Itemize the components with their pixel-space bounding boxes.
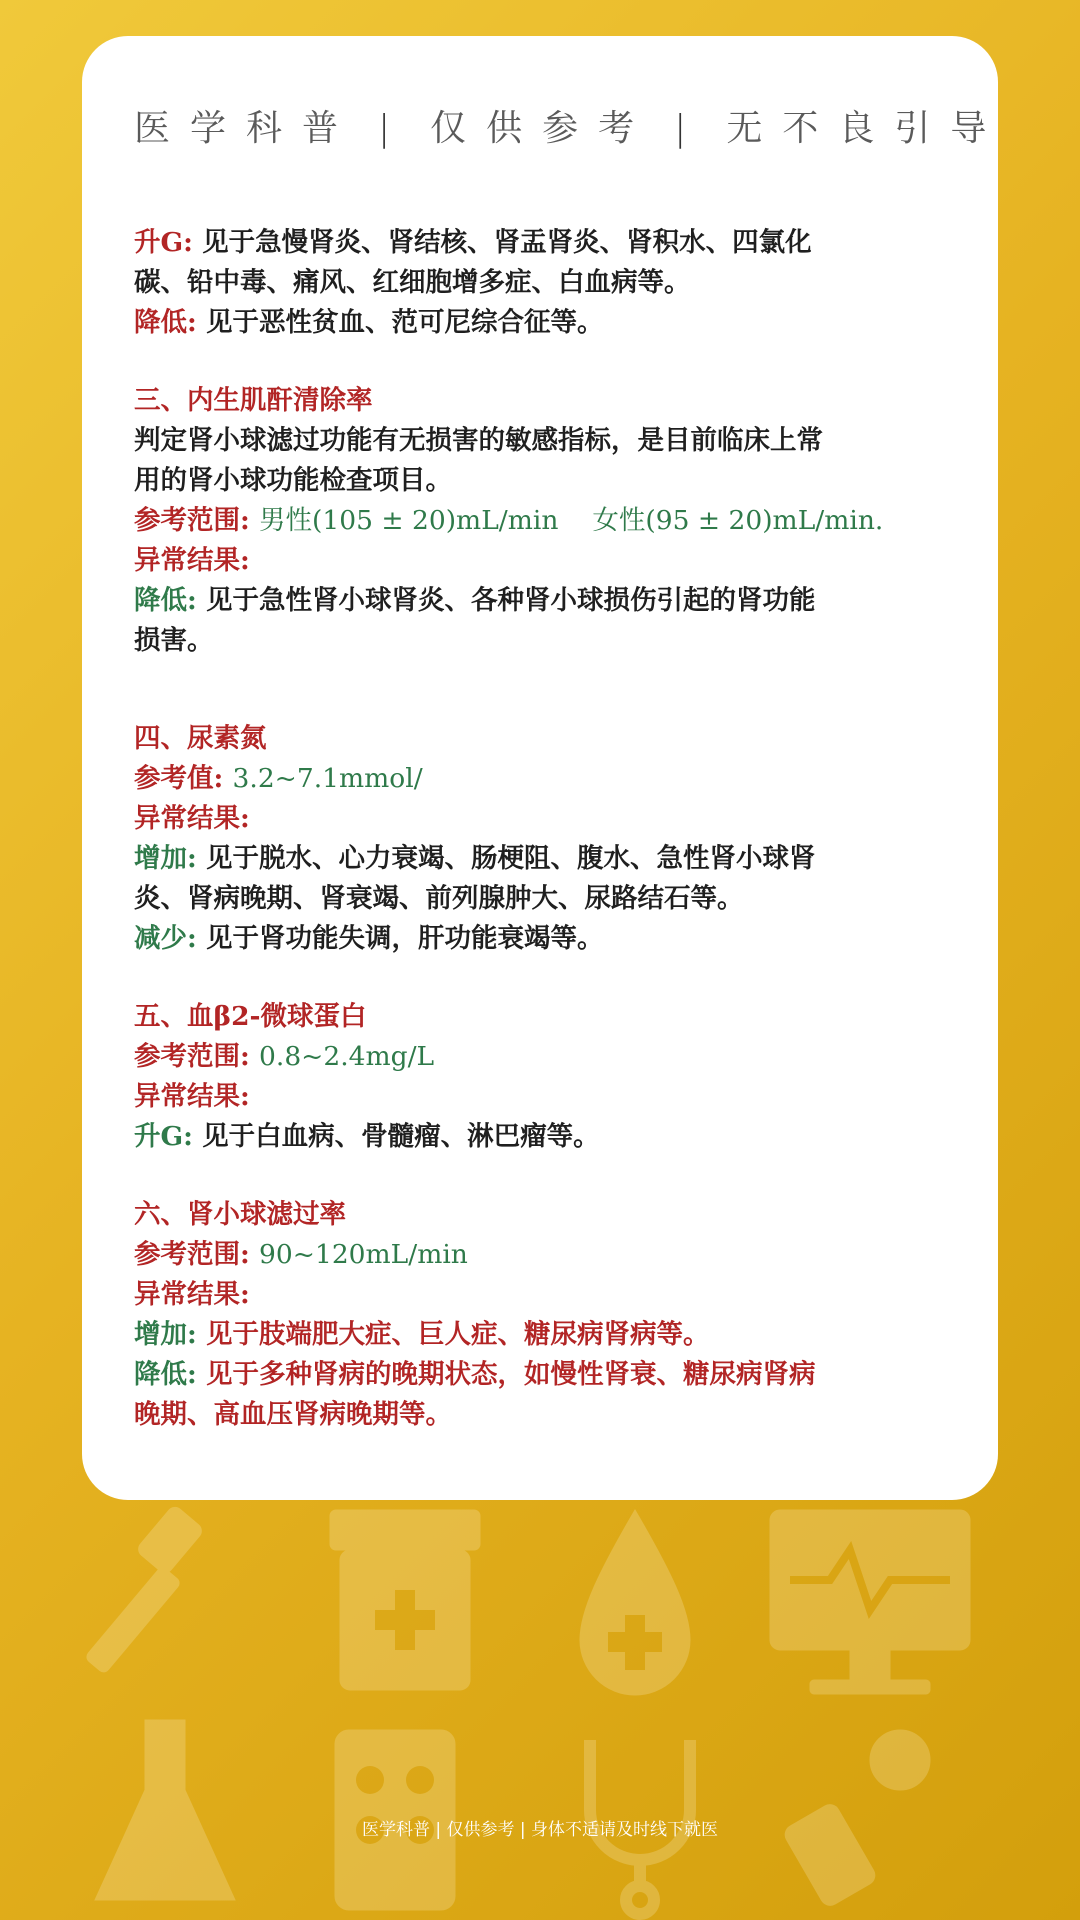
section6-increase (134, 1315, 946, 1355)
increase-text: 见于肢端肥大症、巨人症、糖尿病肾病等。 (206, 1319, 710, 1350)
flask-icon (95, 1720, 235, 1900)
medical-icons-background (0, 1480, 1080, 1920)
abnormal-label: 异常结果: (134, 545, 250, 576)
rise-text: 见于白血病、骨髓瘤、淋巴瘤等。 (202, 1121, 600, 1152)
ref-label: 参考值: (134, 763, 224, 794)
rise-line-cont: 碳、铅中毒、痛风、红细胞增多症、白血病等。 (134, 267, 691, 298)
decrease-label: 降低: (134, 1359, 197, 1390)
drop-label: 降低: (134, 585, 197, 616)
section-title-beta2-microglobulin: 五、血β2-微球蛋白 (134, 1001, 367, 1032)
abnormal-label: 异常结果: (134, 1279, 250, 1310)
header-separator: | (674, 108, 707, 149)
section5-rise (134, 1117, 946, 1157)
section4-decrease (134, 919, 946, 959)
rise-label: 升G: (134, 227, 193, 258)
section6-decrease (134, 1355, 946, 1395)
decrease-label: 减少: (134, 923, 197, 954)
section4-increase-cont: 炎、肾病晚期、肾衰竭、前列腺肿大、尿路结石等。 (134, 883, 744, 914)
header-part-2: 仅供参考 (430, 108, 655, 149)
ref-male-value: 男性(105 ± 20)mL/min (259, 505, 559, 536)
abnormal-label: 异常结果: (134, 803, 250, 834)
rise-text: 见于急慢肾炎、肾结核、肾盂肾炎、肾积水、四氯化 (202, 227, 812, 258)
monitor-icon (770, 1510, 970, 1694)
drop-line (134, 303, 946, 343)
section5-ref (134, 1037, 946, 1077)
ref-value: 90~120mL/min (259, 1239, 468, 1270)
content-card (82, 36, 1007, 1500)
rise-label: 升G: (134, 1121, 193, 1152)
footer-disclaimer: 医学科普 | 仅供参考 | 身体不适请及时线下就医 (361, 1820, 719, 1840)
section4-increase (134, 839, 946, 879)
ref-value: 0.8~2.4mg/L (259, 1041, 435, 1072)
section-title-urea-nitrogen: 四、尿素氮 (134, 723, 267, 754)
section-title-creatinine-clearance: 三、内生肌酐清除率 (134, 385, 373, 416)
section3-ref (134, 501, 946, 541)
section6-ref (134, 1235, 946, 1275)
dropper-icon (84, 1504, 204, 1674)
decrease-text: 见于肾功能失调，肝功能衰竭等。 (206, 923, 604, 954)
header-separator: | (378, 108, 411, 149)
section-title-gfr: 六、肾小球滤过率 (134, 1199, 346, 1230)
ref-label: 参考范围: (134, 1239, 250, 1270)
blood-drop-icon (580, 1510, 690, 1695)
medicine-bottle-icon (330, 1510, 480, 1690)
increase-label: 增加: (134, 1319, 197, 1350)
drop-text: 见于恶性贫血、范可尼综合征等。 (206, 307, 604, 338)
increase-label: 增加: (134, 843, 197, 874)
drop-label: 降低: (134, 307, 197, 338)
section3-desc: 判定肾小球滤过功能有无损害的敏感指标，是目前临床上常 (134, 425, 823, 456)
increase-text: 见于脱水、心力衰竭、肠梗阻、腹水、急性肾小球肾 (206, 843, 816, 874)
section3-drop-cont: 损害。 (134, 625, 214, 656)
ref-value: 3.2~7.1mmol/ (232, 763, 423, 794)
section3-desc-cont: 用的肾小球功能检查项目。 (134, 465, 452, 496)
ref-female-value: 女性(95 ± 20)mL/min. (592, 505, 884, 536)
rise-line (134, 223, 946, 263)
header-part-3: 无不良引导 (726, 108, 1007, 149)
section6-decrease-cont: 晚期、高血压肾病晚期等。 (134, 1399, 452, 1430)
card-header (134, 100, 1007, 151)
header-part-1: 医学科普 (134, 108, 359, 149)
abnormal-label: 异常结果: (134, 1081, 250, 1112)
ref-label: 参考范围: (134, 1041, 250, 1072)
section3-drop (134, 581, 946, 621)
drop-text: 见于急性肾小球肾炎、各种肾小球损伤引起的肾功能 (206, 585, 816, 616)
decrease-text: 见于多种肾病的晚期状态，如慢性肾衰、糖尿病肾病 (206, 1359, 816, 1390)
ref-label: 参考范围: (134, 505, 250, 536)
article-body (134, 223, 946, 1435)
section4-ref (134, 759, 946, 799)
